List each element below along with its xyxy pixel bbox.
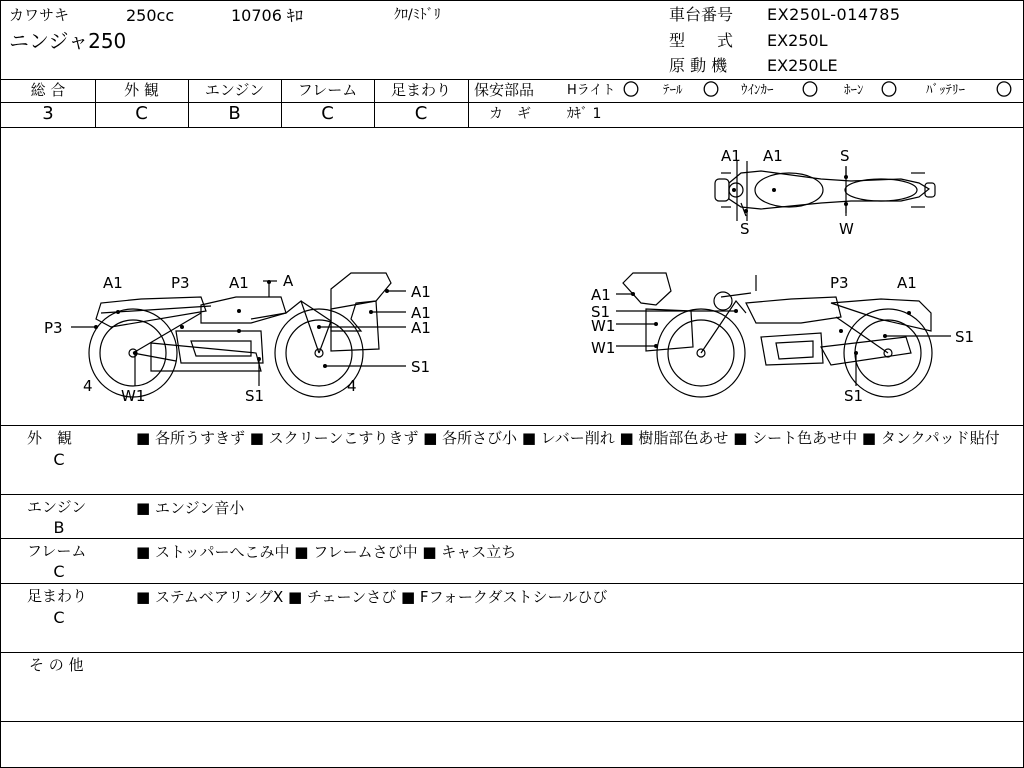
safety-battery: ﾊﾞｯﾃﾘｰ (926, 83, 965, 98)
safety-label: 保安部品 (474, 81, 535, 99)
key-value: ｶｷﾞ 1 (567, 106, 602, 122)
left-label-s1-right: S1 (411, 358, 431, 376)
grade-header-suspension: 足まわり (390, 81, 451, 99)
safety-battery-mark: 〇 (996, 80, 1013, 99)
damage-diagram (1, 128, 1023, 426)
divider (1, 583, 1024, 584)
divider (1, 79, 1024, 80)
grade-header-exterior: 外 観 (124, 81, 159, 99)
divider (1, 652, 1024, 653)
safety-tail: ﾃｰﾙ (663, 83, 683, 98)
leader-lines (71, 166, 951, 386)
divider (468, 102, 1024, 103)
top-view-bike (715, 161, 935, 221)
grade-header-total: 総 合 (30, 81, 66, 99)
divider (1, 425, 1024, 426)
section-exterior-label: 外 観 (27, 429, 73, 447)
grade-frame: C (321, 103, 334, 124)
section-engine-label: エンジン (27, 498, 87, 516)
section-suspension-label: 足まわり (27, 587, 88, 605)
right-label-w1-b: W1 (591, 339, 616, 357)
safety-tail-mark: 〇 (703, 80, 720, 99)
right-label-s1-cowl: S1 (591, 303, 611, 321)
left-label-a1-cowl-low: A1 (411, 319, 431, 337)
safety-winker-mark: 〇 (802, 80, 819, 99)
type-value: EX250L (767, 31, 828, 50)
left-label-a1-cowl-mid: A1 (411, 304, 431, 322)
frame-no: EX250L-014785 (767, 5, 901, 24)
divider (1, 494, 1024, 495)
section-other-label: そ の 他 (29, 656, 84, 674)
top-label-a1-right: A1 (763, 147, 783, 165)
left-label-w1: W1 (121, 387, 146, 405)
left-label-a1-cowl-top: A1 (411, 283, 431, 301)
grade-exterior: C (135, 103, 148, 124)
grade-total: 3 (42, 103, 54, 124)
right-label-a1-tail: A1 (897, 274, 917, 292)
section-exterior-grade: C (53, 450, 65, 469)
right-label-s1-low: S1 (844, 387, 864, 405)
safety-winker: ｳｲﾝｶｰ (741, 83, 774, 98)
model-name: ニンジャ250 (9, 29, 127, 53)
left-label-s1-low: S1 (245, 387, 265, 405)
divider (468, 79, 469, 127)
maker: カワサキ (9, 6, 70, 24)
safety-horn: ﾎｰﾝ (844, 83, 864, 98)
key-label: カ ギ (489, 106, 531, 122)
right-label-s1-right: S1 (955, 328, 975, 346)
top-label-w-bottom: W (839, 220, 854, 238)
section-frame-remarks: ■ ストッパーへこみ中 ■ フレームさび中 ■ キャス立ち (136, 543, 517, 561)
top-label-s-bottom: S (740, 220, 750, 238)
section-exterior-remarks: ■ 各所うすきず ■ スクリーンこすりきず ■ 各所さび小 ■ レバー削れ ■ 樹脂部色あせ ■ シート色あせ中 ■ タンクパッド貼付 (136, 429, 1000, 447)
damage-points (94, 175, 911, 368)
left-label-a1-seat: A1 (229, 274, 249, 292)
frame-no-label: 車台番号 (669, 5, 734, 24)
type-label: 型 式 (669, 31, 734, 50)
top-label-s-top: S (840, 147, 850, 165)
right-label-w1-a: W1 (591, 317, 616, 335)
left-label-p3-tank: P3 (171, 274, 190, 292)
engine-value: EX250LE (767, 56, 838, 75)
right-label-p3: P3 (830, 274, 849, 292)
right-label-a1-cowl: A1 (591, 286, 611, 304)
engine-label: 原 動 機 (669, 56, 728, 75)
grade-header-engine: エンジン (204, 81, 265, 99)
mileage: 10706 ｷﾛ (231, 6, 303, 25)
left-label-a1-rear: A1 (103, 274, 123, 292)
color: ｸﾛ/ﾐﾄﾞﾘ (394, 7, 441, 23)
displacement: 250cc (126, 6, 175, 25)
left-label-a-mirror: A (283, 272, 294, 290)
section-frame-grade: C (53, 562, 65, 581)
left-label-num-front: 4 (347, 377, 357, 395)
section-frame-label: フレーム (27, 542, 87, 560)
grade-suspension: C (414, 103, 428, 124)
left-label-p3-rear: P3 (44, 319, 63, 337)
divider (1, 538, 1024, 539)
safety-headlight-mark: 〇 (623, 80, 640, 99)
left-label-num-rear: 4 (83, 377, 93, 395)
section-engine-remarks: ■ エンジン音小 (136, 499, 245, 517)
section-suspension-remarks: ■ ステムベアリングX ■ チェーンさび ■ Fフォークダストシールひび (136, 588, 608, 606)
top-label-a1-left: A1 (721, 147, 741, 165)
safety-horn-mark: 〇 (881, 80, 898, 99)
safety-headlight: Hライト (567, 83, 616, 98)
section-suspension-grade: C (53, 608, 65, 627)
grade-engine: B (228, 103, 241, 124)
section-engine-grade: B (53, 518, 65, 537)
divider (1, 721, 1024, 722)
grade-header-frame: フレーム (297, 81, 358, 99)
